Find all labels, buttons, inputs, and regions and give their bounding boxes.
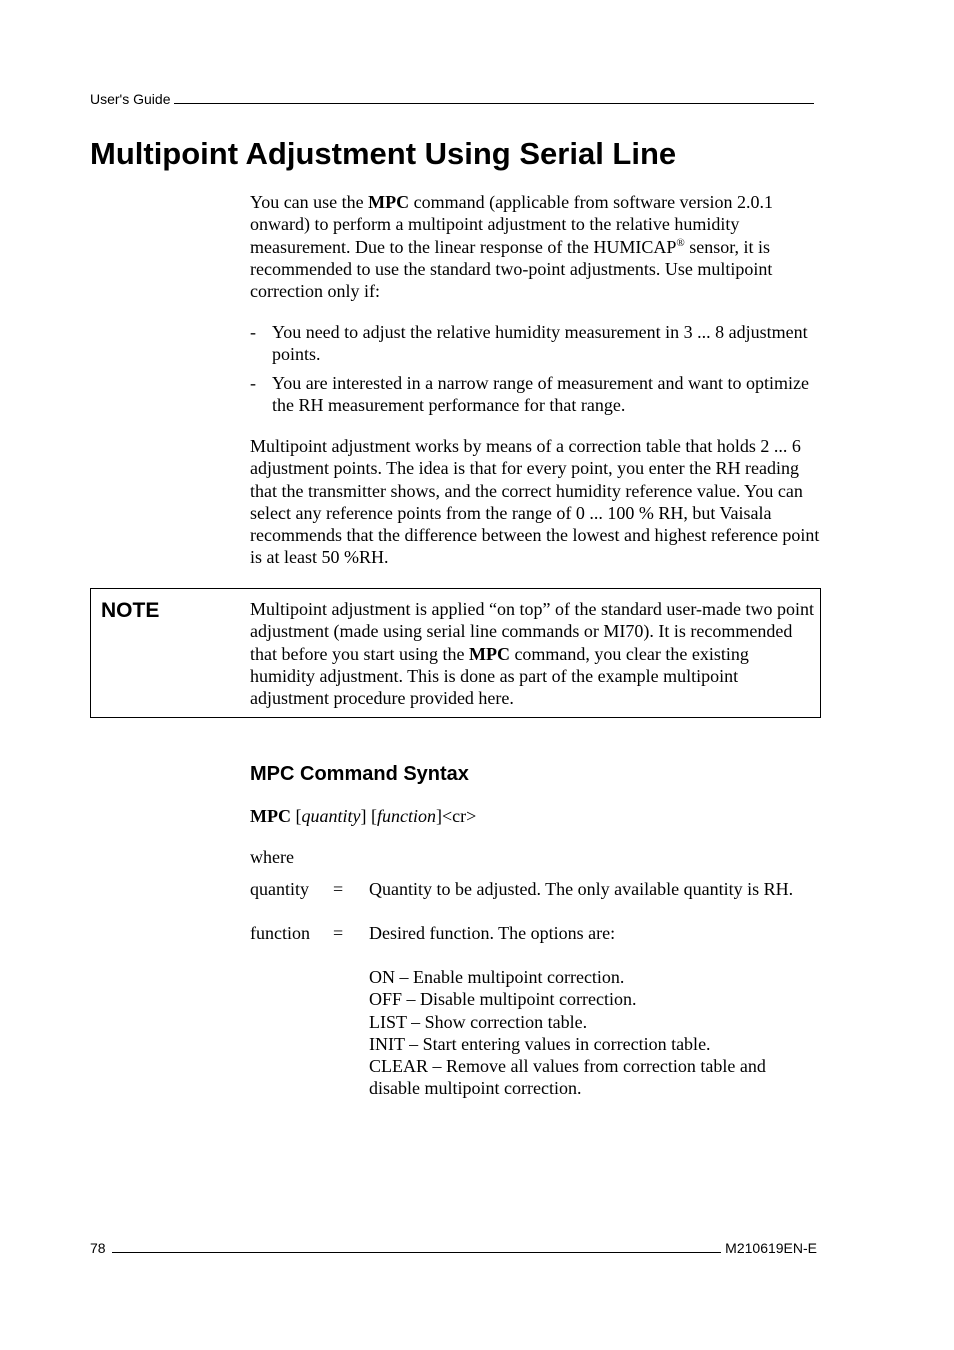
syntax-function: function (376, 806, 436, 826)
syntax-command: MPC (250, 806, 291, 826)
page-title: Multipoint Adjustment Using Serial Line (90, 136, 677, 171)
note-label: NOTE (101, 599, 160, 622)
syntax-bracket-1: [ (290, 806, 302, 826)
param-name: quantity (250, 879, 309, 899)
running-footer (90, 1239, 817, 1257)
section-heading: MPC Command Syntax (250, 763, 469, 785)
registered-mark: ® (676, 236, 685, 249)
param-description: Quantity to be adjusted. The only available quantity is RH. (369, 879, 794, 899)
note-text-2: command, you clear the existing humidity adjustment. This is done as part of the example multipoint adjustment procedure provided here. (250, 643, 749, 709)
footer-rule (112, 1252, 722, 1253)
option-item: LIST – Show correction table. (369, 1011, 588, 1032)
param-description: Desired function. The options are: (369, 923, 616, 943)
intro-text-1: You can use the (250, 192, 369, 212)
note-text (250, 598, 815, 709)
syntax-end: ]<cr> (435, 806, 477, 826)
function-options-list (369, 966, 809, 1100)
correction-table-paragraph: Multipoint adjustment works by means of a correction table that holds 2 ... 6 adjustment points. The idea is that for every point, you enter the RH reading that the transmitter shows, and the correct humidity reference value. You can select any reference points from the range of 0 ... 100 % RH, but Vaisala recommends that the difference between the lowest and highest reference point is at least 50 %RH. (250, 436, 820, 568)
param-name: function (250, 923, 310, 943)
header-label: User's Guide (90, 91, 171, 107)
list-item (250, 321, 820, 366)
param-equals: = (333, 923, 344, 943)
intro-text-2: command (applicable from software version 2.0.1 onward) to perform a multipoint adjustment to the relative humidity measurement. Due to the linear response of the HUMICAP (250, 192, 774, 257)
list-item (250, 372, 820, 417)
list-item-text: You are interested in a narrow range of measurement and want to optimize the RH measurement performance for that range. (272, 372, 809, 415)
command-syntax (250, 805, 476, 827)
document-code: M210619EN-E (725, 1240, 817, 1256)
running-header (90, 90, 814, 108)
list-dash: - (250, 322, 256, 342)
option-item: CLEAR – Remove all values from correction table and disable multipoint correction. (369, 1056, 766, 1099)
condition-list (250, 321, 820, 422)
option-item: INIT – Start entering values in correction table. (369, 1033, 711, 1054)
param-equals: = (333, 879, 344, 899)
option-item: ON – Enable multipoint correction. (369, 967, 625, 987)
list-item-text: You need to adjust the relative humidity measurement in 3 ... 8 adjustment points. (272, 322, 808, 365)
syntax-quantity: quantity (301, 806, 361, 826)
note-command-name: MPC (468, 643, 510, 664)
intro-paragraph (250, 191, 820, 302)
note-box (90, 588, 821, 718)
note-text-1: Multipoint adjustment is applied “on top” of the standard user-made two point adjustment (made using serial line commands or MI70). It is recommended that before you start using the (250, 599, 815, 664)
where-label: where (250, 847, 294, 867)
list-dash: - (250, 372, 256, 393)
syntax-bracket-2: ] [ (360, 806, 377, 826)
header-rule (174, 103, 814, 104)
intro-text-3: sensor, it is recommended to use the standard two-point adjustments. Use multipoint correction only if: (250, 236, 773, 302)
page-number: 78 (90, 1240, 106, 1256)
option-item: OFF – Disable multipoint correction. (369, 989, 637, 1010)
intro-command-name: MPC (368, 192, 410, 212)
